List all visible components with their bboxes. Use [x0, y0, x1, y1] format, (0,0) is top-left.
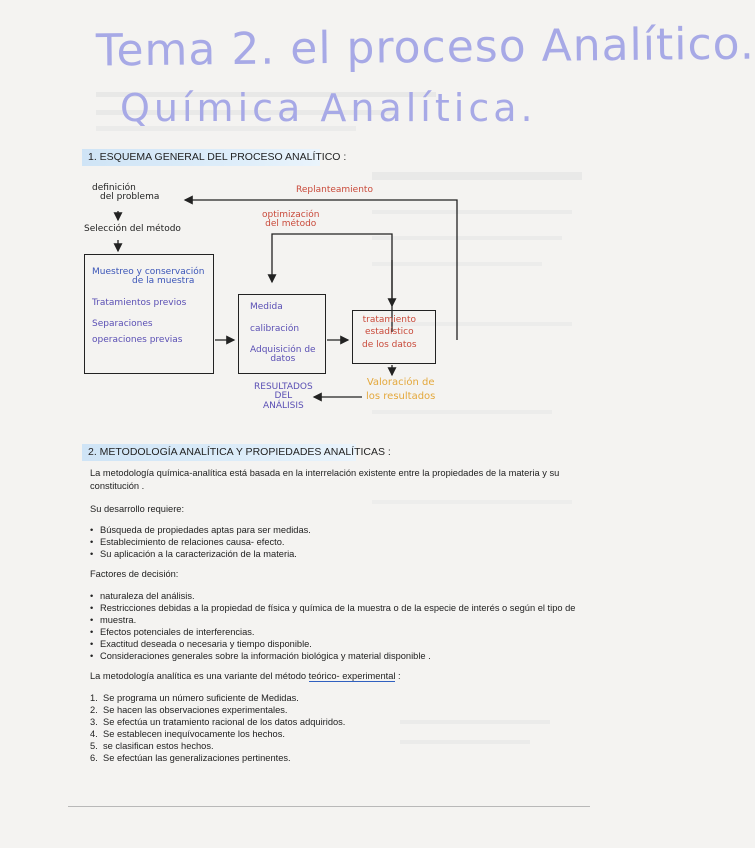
separaciones-label: Separaciones [92, 319, 153, 329]
section-1-heading: 1. ESQUEMA GENERAL DEL PROCESO ANALÍTICO : [82, 149, 320, 166]
list-item: 2. Se hacen las observaciones experimentales. [90, 705, 288, 715]
valoracion-label: Valoración de los resultados [366, 377, 436, 402]
page-subtitle: Química Analítica. [120, 86, 537, 130]
resultados-label: RESULTADOS DEL ANÁLISIS [254, 382, 313, 411]
seleccion-label: Selección del método [84, 224, 181, 234]
list-item: 4. Se establecen inequívocamente los hechos. [90, 729, 285, 739]
list-item: • Búsqueda de propiedades aptas para ser medidas. [90, 524, 311, 536]
list-item-continuation: • muestra. [90, 614, 575, 626]
variante-paragraph: La metodología analítica es una variante del método teórico- experimental : [90, 671, 401, 681]
muestreo-label: Muestreo y conservación de la muestra [92, 267, 205, 287]
requiere-list [90, 524, 311, 560]
list-item: • Establecimiento de relaciones causa- efecto. [90, 536, 311, 548]
list-item: • Exactitud deseada o necesaria y tiempo disponible. [90, 638, 575, 650]
tratamientos-previos-label: Tratamientos previos [92, 298, 187, 308]
teorico-experimental-highlight: teórico- experimental [308, 671, 396, 681]
list-item: • Efectos potenciales de interferencias. [90, 626, 575, 638]
optimizacion-label: optimización del método [262, 210, 320, 230]
list-item: • naturaleza del análisis. [90, 590, 575, 602]
list-item: • Restricciones debidas a la propiedad de física y química de la muestra o de la especie de interés o según el tipo de [90, 602, 575, 614]
list-item: 3. Se efectúa un tratamiento racional de los datos adquiridos. [90, 717, 346, 727]
section-2-heading: 2. METODOLOGÍA ANALÍTICA Y PROPIEDADES ANALÍTICAS : [82, 444, 356, 461]
requiere-label: Su desarrollo requiere: [90, 504, 185, 514]
medida-label: Medida [250, 302, 283, 312]
calibracion-label: calibración [250, 324, 300, 334]
pasos-list [90, 692, 345, 764]
list-item: 1. Se programa un número suficiente de Medidas. [90, 693, 299, 703]
definicion-label: definición del problema [92, 183, 160, 203]
page-title: Tema 2. el proceso Analítico. [95, 18, 755, 77]
list-item: • Consideraciones generales sobre la información biológica y material disponible . [90, 650, 575, 662]
list-item: 5. se clasifican estos hechos. [90, 741, 214, 751]
replanteamiento-label: Replanteamiento [296, 185, 373, 195]
factores-list [90, 590, 575, 662]
factores-label: Factores de decisión: [90, 569, 179, 579]
bottom-divider [68, 806, 590, 807]
operaciones-previas-label: operaciones previas [92, 335, 183, 345]
intro-paragraph: La metodología química-analítica está basada en la interrelación existente entre la propiedades de la materia y su constitución . [90, 468, 560, 491]
tratamiento-estadistico-label: tratamiento estadístico de los datos [362, 315, 417, 350]
adquisicion-label: Adquisición de datos [250, 345, 316, 365]
list-item: 6. Se efectúan las generalizaciones pertinentes. [90, 753, 291, 763]
list-item: • Su aplicación a la caracterización de la materia. [90, 548, 311, 560]
